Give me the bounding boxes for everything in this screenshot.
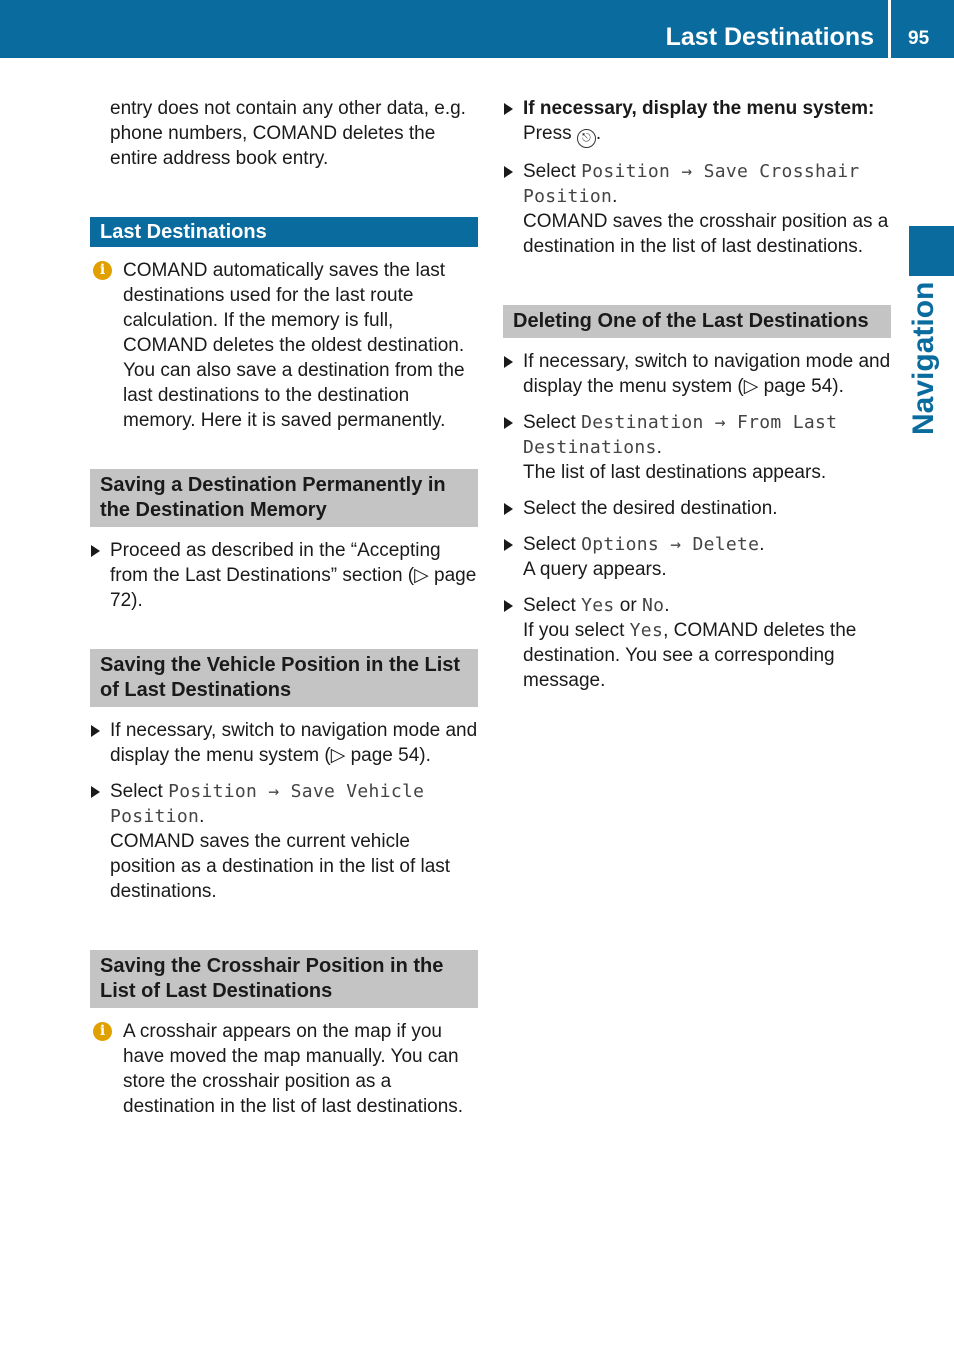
step-text: If necessary, switch to navigation mode and display the menu system (▷ page 54). bbox=[110, 720, 478, 766]
step-item bbox=[90, 779, 478, 904]
step-result: The list of last destinations appears. bbox=[523, 462, 827, 483]
menu-path: Position → Save Vehicle Position bbox=[110, 781, 425, 827]
menu-path: Destination → From Last Destinations bbox=[523, 412, 838, 458]
bullet-arrow-icon bbox=[504, 503, 513, 515]
step-item bbox=[503, 159, 891, 259]
option-yes: Yes bbox=[581, 595, 615, 616]
controller-press-icon: ⎋ bbox=[577, 129, 596, 148]
bullet-arrow-icon bbox=[504, 356, 513, 368]
step-item bbox=[503, 496, 891, 521]
select-word: Select bbox=[110, 781, 163, 802]
step-item bbox=[503, 349, 891, 399]
step-item bbox=[90, 718, 478, 768]
menu-path: Options → Delete bbox=[581, 534, 760, 555]
bullet-arrow-icon bbox=[91, 786, 100, 798]
info-text: COMAND automatically saves the last destinations used for the last route calculation. If the memory is full, COMAND deletes the oldest destination. You can also save a destination from the last destinations to the destination memory. Here it is saved permanently. bbox=[123, 260, 465, 431]
info-note bbox=[90, 1019, 478, 1119]
step-result bbox=[523, 618, 891, 693]
result-text: , COMAND deletes the destination. You see a corresponding message. bbox=[523, 620, 857, 691]
side-tab-label: Navigation bbox=[907, 281, 940, 435]
bullet-arrow-icon bbox=[504, 600, 513, 612]
section-title: Last Destinations bbox=[665, 23, 874, 51]
step-item bbox=[503, 593, 891, 693]
option-yes: Yes bbox=[629, 620, 664, 641]
left-column bbox=[90, 96, 478, 1119]
bullet-arrow-icon bbox=[91, 545, 100, 557]
step-result: COMAND saves the crosshair position as a destination in the list of last destinations. bbox=[523, 211, 889, 257]
step-text: Select Position → Save Vehicle Position. bbox=[110, 781, 425, 827]
option-no: No bbox=[641, 595, 665, 616]
step-text: Proceed as described in the “Accepting from the Last Destinations” section (▷ page 72). bbox=[110, 540, 477, 611]
step-item bbox=[503, 532, 891, 582]
intro-paragraph: entry does not contain any other data, e.g. phone numbers, COMAND deletes the entire address book entry. bbox=[110, 98, 466, 169]
step-result: A query appears. bbox=[523, 559, 667, 580]
page-number: 95 bbox=[908, 28, 930, 49]
press-word: Press bbox=[523, 123, 572, 144]
select-word: Select bbox=[523, 595, 576, 616]
step-text: Select Options → Delete. bbox=[523, 534, 765, 555]
step-text: Select Destination → From Last Destinations. bbox=[523, 412, 838, 458]
bullet-arrow-icon bbox=[504, 417, 513, 429]
bullet-arrow-icon bbox=[91, 725, 100, 737]
step-text: Select the desired destination. bbox=[523, 498, 778, 519]
step-text: Press ⎋ . bbox=[523, 121, 891, 148]
heading-save-vehicle-position: Saving the Vehicle Position in the List of Last Destinations bbox=[90, 649, 478, 707]
step-text: Select Position → Save Crosshair Position. bbox=[523, 161, 860, 207]
heading-save-permanently: Saving a Destination Permanently in the Destination Memory bbox=[90, 469, 478, 527]
step-title: If necessary, display the menu system: bbox=[523, 98, 875, 119]
step-text: Select Yes or No. bbox=[523, 595, 670, 616]
select-word: Select bbox=[523, 161, 576, 182]
header-divider bbox=[888, 0, 891, 58]
bullet-arrow-icon bbox=[504, 166, 513, 178]
step-text: If necessary, switch to navigation mode and display the menu system (▷ page 54). bbox=[523, 351, 891, 397]
step-item bbox=[90, 538, 478, 613]
heading-last-destinations: Last Destinations bbox=[90, 217, 478, 247]
or-word: or bbox=[619, 595, 637, 616]
select-word: Select bbox=[523, 534, 576, 555]
info-icon: i bbox=[93, 261, 112, 280]
info-note bbox=[90, 258, 478, 433]
heading-save-crosshair-position: Saving the Crosshair Position in the List of Last Destinations bbox=[90, 950, 478, 1008]
right-column bbox=[503, 96, 891, 693]
info-icon: i bbox=[93, 1022, 112, 1041]
info-text: A crosshair appears on the map if you have moved the map manually. You can store the crosshair position as a destination in the list of last destinations. bbox=[123, 1021, 464, 1117]
page-header-bar bbox=[0, 0, 954, 58]
menu-path: Position → Save Crosshair Position bbox=[523, 161, 860, 207]
step-item bbox=[503, 410, 891, 485]
select-word: Select bbox=[523, 412, 576, 433]
bullet-arrow-icon bbox=[504, 539, 513, 551]
step-result: COMAND saves the current vehicle position as a destination in the list of last destinations. bbox=[110, 831, 451, 902]
heading-delete-last-destination: Deleting One of the Last Destinations bbox=[503, 305, 891, 338]
result-text: If you select bbox=[523, 620, 625, 641]
bullet-arrow-icon bbox=[504, 103, 513, 115]
step-item bbox=[503, 96, 891, 148]
